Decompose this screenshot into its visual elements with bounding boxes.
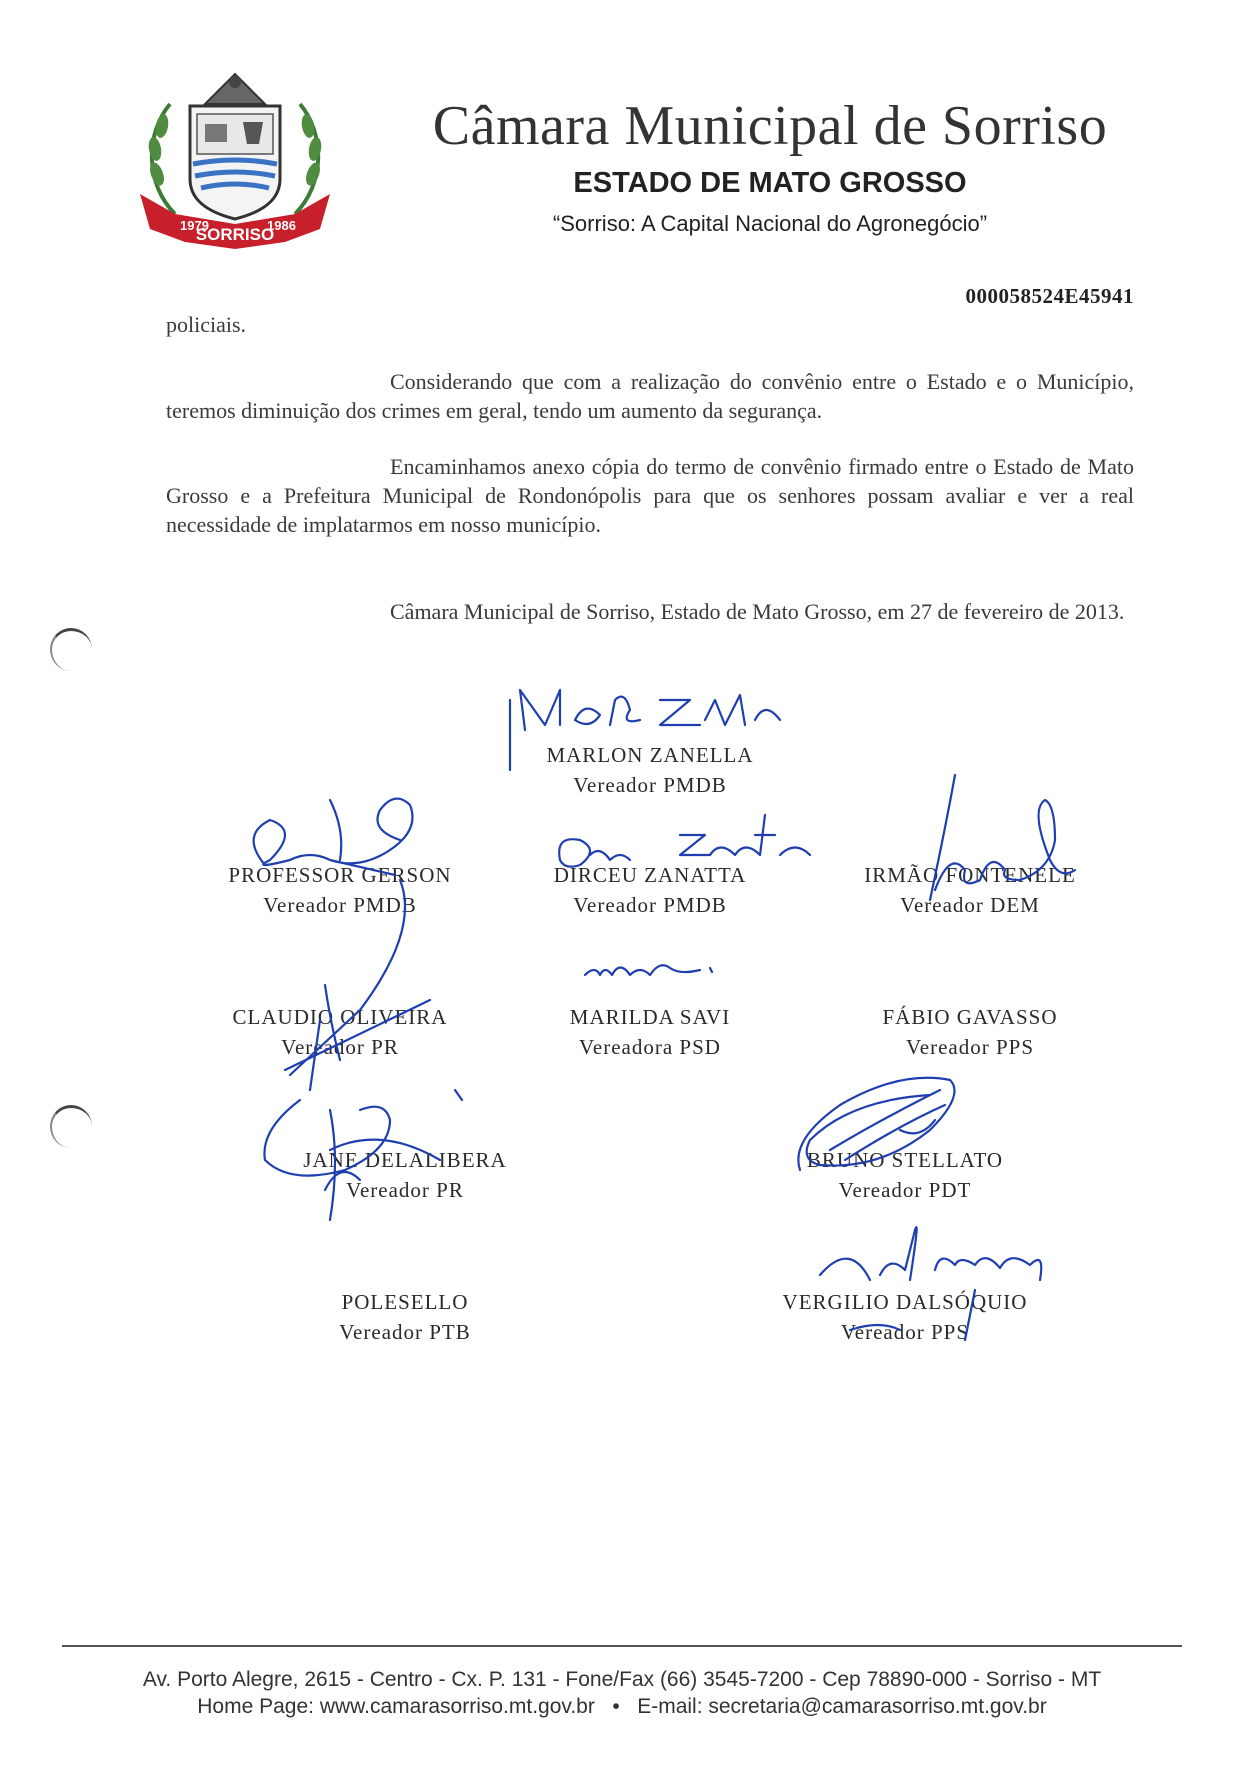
signatory-role: Vereador PDT <box>838 1178 972 1202</box>
signatory-role: Vereador PR <box>281 1035 399 1059</box>
signatory-name: CLAUDIO OLIVEIRA <box>232 1005 448 1029</box>
signatory-name: JANE DELALIBERA <box>303 1148 507 1172</box>
seal-year-right: 1986 <box>267 218 296 233</box>
signature-vergilio-dalsoquio <box>820 1227 1041 1340</box>
signatory-role: Vereador PTB <box>339 1320 471 1344</box>
signatory-name: MARILDA SAVI <box>569 1005 731 1029</box>
signatory-name: DIRCEU ZANATTA <box>553 863 747 887</box>
body-paragraph-continuation: policiais. <box>166 312 247 337</box>
signatory-name: MARLON ZANELLA <box>546 743 754 767</box>
body-paragraph-1: Considerando que com a realização do convênio entre o Estado e o Município, teremos diminuição dos crimes em geral, tendo um aumento da segurança. <box>166 369 1134 423</box>
footer-contact: Home Page: www.camarasorriso.mt.gov.br • E-mail: secretaria@camarasorriso.mt.gov.br <box>197 1695 1047 1718</box>
footer-address: Av. Porto Alegre, 2615 - Centro - Cx. P. 131 - Fone/Fax (66) 3545-7200 - Cep 78890-000 - Sorriso - MT <box>142 1668 1102 1691</box>
date-line: Câmara Municipal de Sorriso, Estado de Mato Grosso, em 27 de fevereiro de 2013. <box>390 599 1125 624</box>
signatory-name: VERGILIO DALSÓQUIO <box>782 1290 1028 1314</box>
signatory-role: Vereador PPS <box>840 1320 970 1344</box>
signatory-name: BRUNO STELLATO <box>806 1148 1004 1172</box>
signature-marilda-savi <box>585 965 712 975</box>
slogan: “Sorriso: A Capital Nacional do Agronegócio” <box>552 211 988 236</box>
signatory-name: IRMÃO FONTENELE <box>864 863 1076 887</box>
signatory-role: Vereador PPS <box>905 1035 1035 1059</box>
page-title: Câmara Municipal de Sorriso <box>432 95 1108 157</box>
signature-dirceu-zanatta <box>559 815 810 867</box>
signature-bruno-stellato <box>798 1078 954 1170</box>
signature-jane-delalibera <box>264 1090 462 1220</box>
document-id: 000058524E45941 <box>965 284 1134 308</box>
signatory-name: FÁBIO GAVASSO <box>882 1005 1058 1029</box>
signatory-role: Vereadora PSD <box>579 1035 721 1059</box>
signatory-role: Vereador PR <box>346 1178 464 1202</box>
seal-city-name: SORRISO <box>195 225 275 244</box>
signatory-role: Vereador PMDB <box>573 773 727 797</box>
state-heading: ESTADO DE MATO GROSSO <box>573 167 967 199</box>
body-paragraph-2: Encaminhamos anexo cópia do termo de convênio firmado entre o Estado de Mato Grosso e a Prefeitura Municipal de Rondonópolis para que os senhores possam avaliar e ver a real necessidade de implatarmos em nosso município. <box>166 454 1134 537</box>
signature-claudio-oliveira <box>285 985 430 1090</box>
signatory-name: POLESELLO <box>341 1290 469 1314</box>
footer-divider <box>62 1645 1182 1647</box>
signature-irmao-fontenele <box>930 775 1075 900</box>
signatory-name: PROFESSOR GERSON <box>228 863 452 887</box>
signature-marlon-zanella <box>510 690 780 770</box>
signatory-role: Vereador PMDB <box>263 893 417 917</box>
seal-year-left: 1979 <box>180 218 209 233</box>
signatory-role: Vereador DEM <box>900 893 1040 917</box>
signatory-role: Vereador PMDB <box>573 893 727 917</box>
